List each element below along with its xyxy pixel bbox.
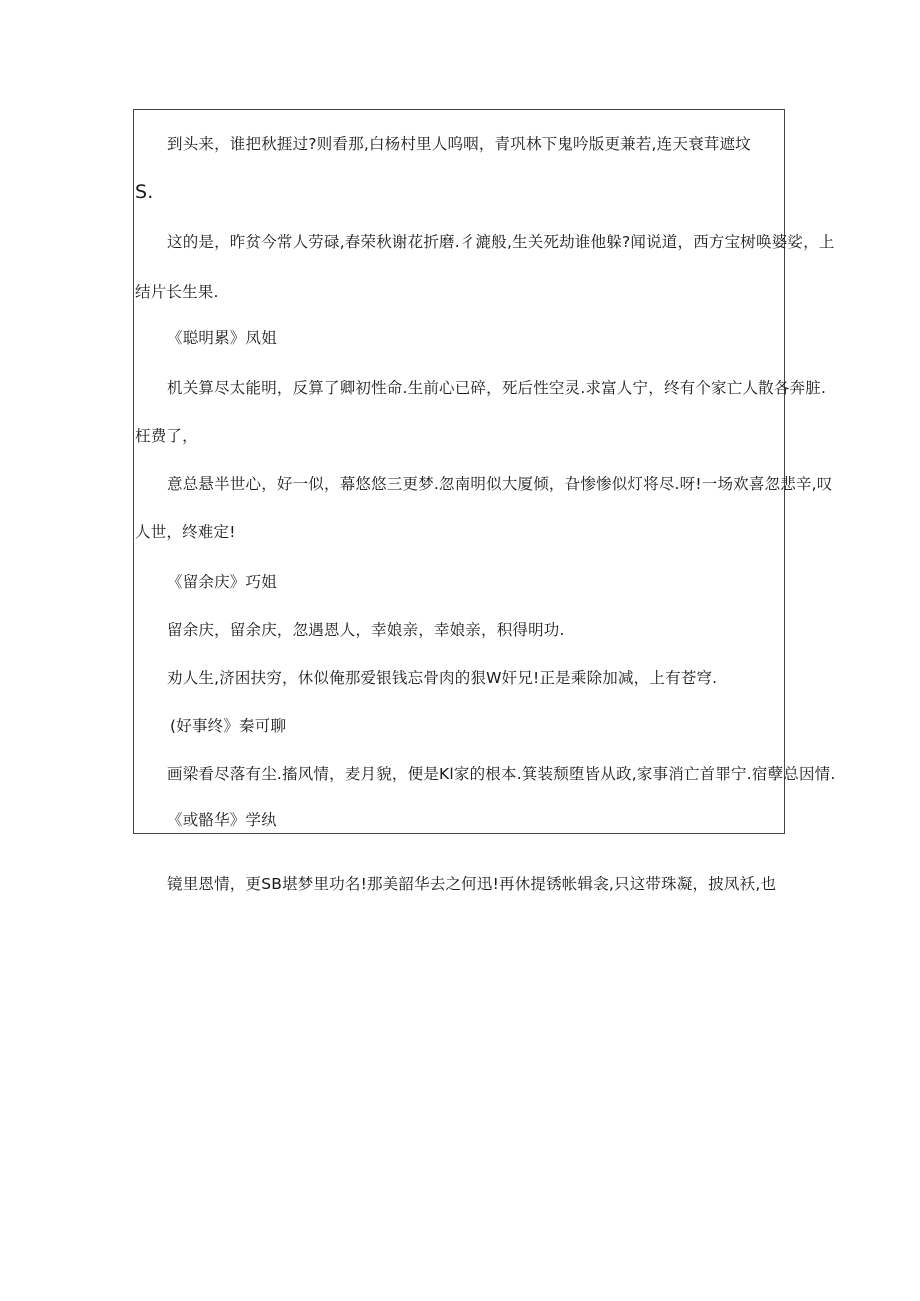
- text-line: 这的是，昨贫今常人劳碌,春荣秋谢花折磨.彳漉般,生关死劫谁他躲?闻说道，西方宝树唤婆娑，上: [167, 233, 835, 251]
- text-line: 意总悬半世心，好一似，幕悠悠三更梦.忽南明似大厦倾，旮惨惨似灯将尽.呀!一场欢喜忽悲辛,叹: [167, 475, 833, 493]
- text-line: 劝人生,济困扶穷，休似俺那爱银钱忘骨肉的狠W奸兄!正是乘除加减，上有苍穹.: [167, 669, 718, 687]
- text-line: 枉费了，: [135, 427, 198, 445]
- text-line: 画梁看尽落有尘.搐风情，麦月貌，便是Kl家的根本.箕装颓堕皆从政,家事消亡首罪宁.宿孽总因情.: [167, 765, 836, 783]
- section-heading: (好事终》秦可聊: [170, 717, 287, 735]
- text-line: 机关算尽太能明，反算了卿初性命.生前心已碎，死后性空灵.求富人宁，终有个家亡人散各奔脏.: [167, 379, 827, 397]
- text-line: 结片长生果.: [135, 283, 219, 301]
- text-line: 留余庆，留余庆，忽遇恩人，幸娘亲，幸娘亲，积得明功.: [167, 621, 565, 639]
- text-line: 人世，终难定!: [135, 523, 236, 541]
- text-line: 镜里恩情，更SB堪梦里功名!那美韶华去之何迅!再休提锈帐辑衾,只这带珠凝，披凤袄,也: [167, 875, 777, 893]
- section-heading: 《聪明累》凤姐: [167, 329, 277, 347]
- text-line: S.: [135, 181, 154, 203]
- text-line: 到头来，谁把秋捱过?则看那,白杨村里人呜咽，青巩林下鬼吟版更兼若,连天衰茸遮坟: [167, 135, 751, 153]
- section-heading: 《留余庆》巧姐: [167, 573, 277, 591]
- section-heading: 《或骼华》学纨: [167, 811, 277, 829]
